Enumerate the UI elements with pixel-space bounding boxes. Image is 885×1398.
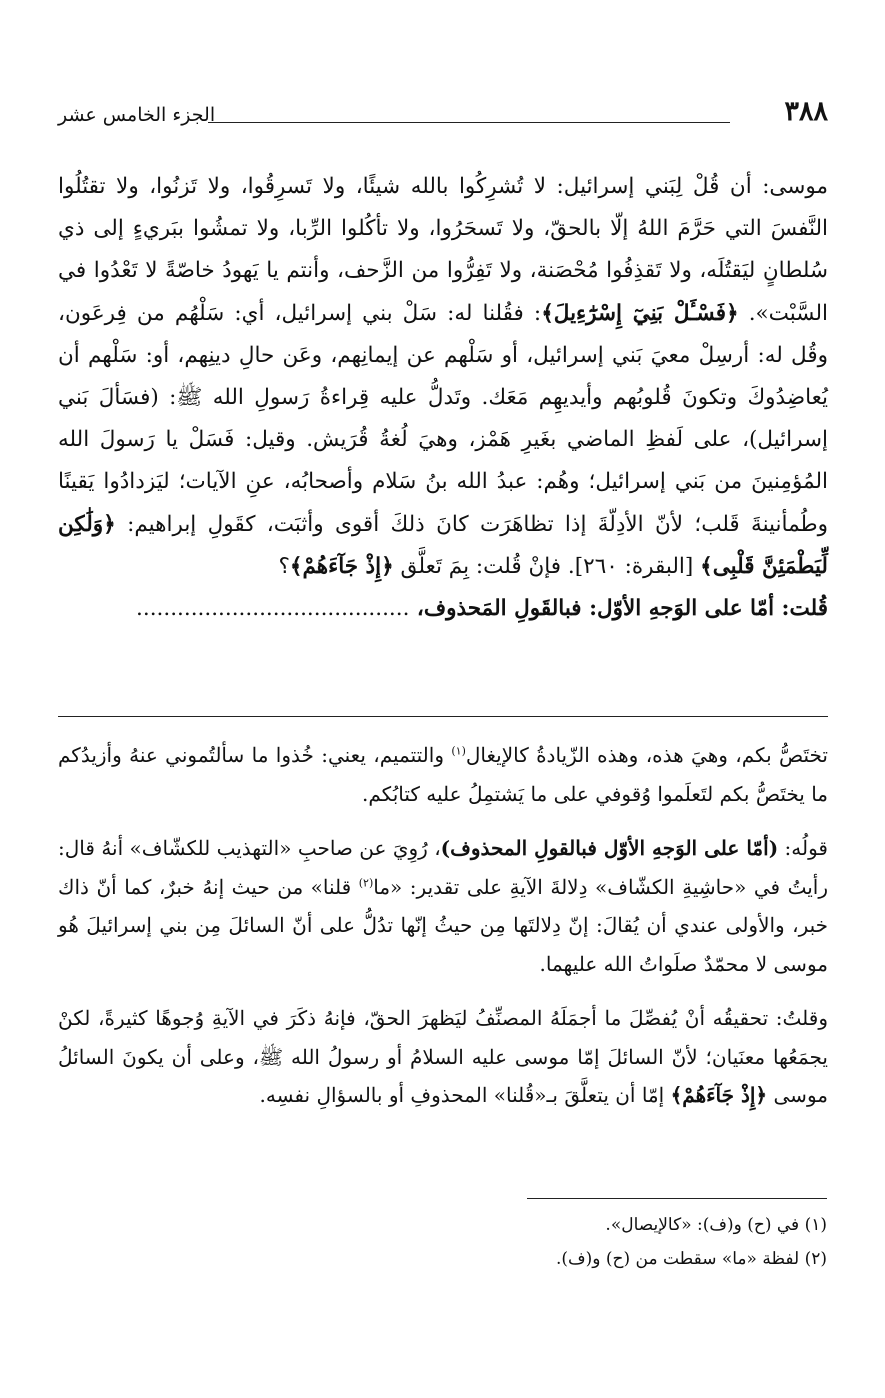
footnote-2: (٢) لفظة «ما» سقطت من (ح) و(ف). [555, 1249, 827, 1269]
main-text-part-1: موسى: أن قُلْ لِبَني إسرائيل: لا تُشرِكُوا بالله شيئًا، ولا تَسرِقُوا، ولا تَزنُوا، ولا تقتُلُوا النَّفسَ التي حَرَّمَ اللهُ إلّا بالحقّ، ولا تَسحَرُوا، ولا تأكُلوا الرِّبا، ولا تمشُوا ببَريءٍ إلى ذي سُلطانٍ ليَقتُلَه، ولا تَقذِفُوا مُحْصَنة، ولا تَفِرُّوا من الزَّحف، وأنتم يا يَهودُ خاصّةً لا تَعْدُوا في السَّبْت». [58, 174, 828, 326]
main-text-part-2: : فقُلنا له: سَلْ بني إسرائيل، أي: سَلْهُم من فِرعَون، وقُل له: أرسِلْ معيَ بَني إسرائيل، أو سَلْهم عن إيمانِهم، وعَن حالِ دينِهم، أو: سَلْهم أن يُعاضِدُوكَ وتكونَ قُلوبُهم وأيديهِم مَعَك. وتَدلُّ عليه قِراءةُ رَسولِ الله ﷺ: (فسَألَ بَني إسرائيل)، على لَفظِ الماضي بغَيرِ هَمْز، وهيَ لُغةُ قُرَيش. وقيل: فَسَلْ يا رَسولَ الله المُؤمِنينَ من بَني إسرائيل؛ وهُم: عبدُ الله بنُ سَلام وأصحابُه، عنِ الآيات؛ ليَزدادُوا يَقينًا وطُمأنينةَ قَلب؛ لأنّ الأدِلّةَ إذا تظاهَرَت كانَ ذلكَ أقوى وأثبَت، كقَولِ إبراهيم: [58, 300, 828, 537]
main-text-part-4: ؟ [278, 553, 290, 579]
footnote-ref-2: (٢) [358, 875, 374, 889]
commentary-1-text-a: تختَصُّ بكم، وهيَ هذه، وهذه الزّيادةُ كالإيغال [465, 743, 828, 767]
footnote-ref-1: (١) [451, 744, 466, 758]
quran-verse-1: ﴿فَسْـَٔلْ بَنِيٓ إِسْرَٰٓءِيلَ﴾ [541, 300, 739, 326]
main-divider-rule [58, 716, 828, 717]
commentary-paragraph-3 [58, 999, 828, 1115]
continuation-dots: ........................................ [136, 596, 410, 622]
commentary-2-text-b: ، رُوِيَ عن صاحبِ «التهذيب للكشّاف» أنهُ قال: رأيتُ في «حاشِيةِ الكشّاف» دِلالةَ الآيةِ على تقدير: «ما [58, 836, 828, 899]
quran-verse-3: ﴿إِذْ جَآءَهُمْ﴾ [289, 553, 394, 579]
running-title: الجزء الخامس عشر [58, 104, 216, 126]
main-bold-line: قُلت: أمّا على الوَجهِ الأوّل: فبالقَولِ المَحذوف، [409, 596, 828, 622]
commentary-2-lemma: (أمّا على الوَجهِ الأوّل فبالقولِ المحذوف) [440, 836, 779, 860]
page-number: ٣٨٨ [784, 96, 828, 127]
commentary-3-text-b: إمّا أن يتعلَّقَ بـ«قُلنا» المحذوفِ أو بالسؤالِ نفسِه. [259, 1083, 671, 1107]
commentary-1-text-b: والتتميم، يعني: خُذوا ما سألتُموني عنهُ وأزيدُكم ما يختَصُّ بكم لتَعلَموا وُقوفي على ما يَشتمِلُ عليه كتابُكم. [58, 743, 828, 806]
commentary-3-quran: ﴿إِذْ جَآءَهُمْ﴾ [670, 1083, 768, 1107]
commentary-2-text-c: قلنا» من حيث إنهُ خبرٌ، كما أنّ ذاك خبر، والأولى عندي أن يُقالَ: إنّ دِلالتَها مِن حيثُ إنّها تدُلُّ على أنّ السائلَ مِن بني إسرائيلَ هُو موسى لا محمّدٌ صلَواتُ الله عليهما. [58, 874, 828, 976]
footnote-rule [527, 1198, 827, 1199]
commentary-paragraph-2 [58, 829, 828, 983]
page-header [58, 96, 828, 136]
main-paragraph [58, 166, 828, 630]
header-rule [208, 122, 730, 123]
footnotes-block [57, 1208, 827, 1276]
footnote-1: (١) في (ح) و(ف): «كالإيصال». [605, 1215, 827, 1235]
commentary-3-text-a: وقلتُ: تحقيقُه أنْ يُفصِّلَ ما أجمَلَهُ المصنِّفُ ليَظهرَ الحقّ، فإنهُ ذكَرَ في الآيةِ وُجوهًا كثيرةً، لكنْ يجمَعُها معنَيان؛ لأنّ السائلَ إمّا موسى عليه السلامُ أو رسولُ الله ﷺ، وعلى أن يكونَ السائلُ موسى [58, 1006, 828, 1107]
quran-verse-2: ﴿وَلَٰكِن لِّيَطْمَئِنَّ قَلْبِى﴾ [58, 511, 828, 579]
main-text-block [58, 166, 828, 630]
commentary-paragraph-1 [58, 736, 828, 813]
main-text-part-3: [البقرة: ٢٦٠]. فإنْ قُلت: بِمَ تَعلَّق [393, 553, 701, 579]
commentary-2-text-a: قولُه: [778, 836, 828, 860]
commentary-block [58, 736, 828, 1131]
